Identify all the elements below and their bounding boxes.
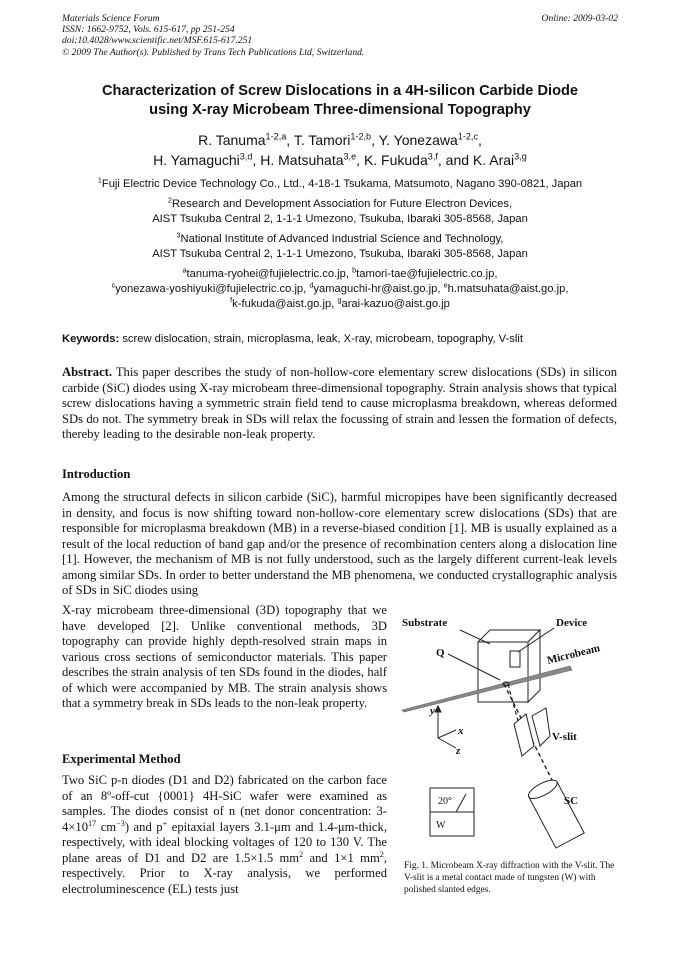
label-device: Device <box>556 617 588 629</box>
affil-text: Fuji Electric Device Technology Co., Ltd., 4-18-1 Tsukama, Matsumoto, Nagano 390-0821, Japan <box>101 178 583 190</box>
affiliation-3 <box>62 232 618 262</box>
label-substrate: Substrate <box>402 617 448 629</box>
label-axis-y: y <box>430 705 435 717</box>
author-affil-sup: 3,d <box>239 151 253 162</box>
email-link[interactable]: yamaguchi-hr@aist.go.jp <box>313 283 438 295</box>
text-run: cm <box>96 819 117 834</box>
affil-text: AIST Tsukuba Central 2, 1-1-1 Umezono, Tsukuba, Ibaraki 305-8568, Japan <box>152 248 528 260</box>
email-sup: d <box>309 280 314 290</box>
label-sc: SC <box>564 795 579 807</box>
affil-text: Research and Development Association for Future Electron Devices, <box>171 198 513 210</box>
text-run: Two SiC p-n diodes (D1 and D2) fabricated on the carbon face of an 8º-off-cut {0001} 4H-SiC wafer were examined as samples. The diodes consist of n (net donor concentration: 3-4×10 <box>62 773 387 834</box>
email-sup: a <box>182 265 187 275</box>
email-sup: e <box>443 280 448 290</box>
figure-svg <box>400 606 620 856</box>
affil-text: National Institute of Advanced Industrial Science and Technology, <box>180 233 504 245</box>
affiliation-1 <box>62 177 618 192</box>
author: R. Tanuma <box>198 132 266 148</box>
email-sup: f <box>230 295 233 305</box>
text-sup: 17 <box>88 818 97 828</box>
label-microbeam: Microbeam <box>545 642 602 667</box>
label-axis-z: z <box>456 745 461 757</box>
section-heading-experimental: Experimental Method <box>62 752 181 766</box>
x-axis <box>438 730 456 738</box>
affil-sup: 2 <box>167 195 172 205</box>
text-run: ) and p <box>124 819 163 834</box>
email-list: $^a$tanuma-ryohei@fujielectric.co.jp, $^b$tamori-tae@fujielectric.co.jp, $^c$yonezawa-yoshiyuki@fujielectric.co.jp, $^d$yamaguchi-hr@aist.go.jp, $^e$h.matsuhata@aist.go.jp, $^f$k-fukuda@aist.go.jp, $^g$arai-kazuo@aist.go.jp <box>111 265 569 310</box>
affil-text: AIST Tsukuba Central 2, 1-1-1 Umezono, Tsukuba, Ibaraki 305-8568, Japan <box>152 213 528 225</box>
doi: doi:10.4028/www.scientific.net/MSF.615-617.251 <box>62 35 253 47</box>
author-affil-sup: 3,f <box>427 151 438 162</box>
email-link[interactable]: yonezawa-yoshiyuki@fujielectric.co.jp <box>115 283 304 295</box>
issn: ISSN: 1662-9752, Vols. 615-617, pp 251-254 <box>62 24 235 36</box>
affil-sup: 1 <box>97 175 102 185</box>
figure-caption: Fig. 1. Microbeam X-ray diffraction with the V-slit. The V-slit is a metal contact made of tungsten (W) with polished slanted edges. <box>404 861 615 895</box>
title-line-2: using X-ray Microbeam Three-dimensional Topography <box>149 102 531 118</box>
author: K. Arai <box>472 152 515 168</box>
email-link[interactable]: tamori-tae@fujielectric.co.jp <box>356 268 495 280</box>
text-run: and 1×1 mm <box>303 850 380 865</box>
text-run: , respectively. Prior to X-ray analysis, we performed electroluminescence (EL) tests just <box>62 850 387 896</box>
email-sup: b <box>352 265 357 275</box>
affil-sup: 3 <box>176 230 181 240</box>
label-w: W <box>436 820 446 831</box>
device-chip <box>510 651 520 667</box>
label-angle: 20° <box>438 796 452 807</box>
text-sup: 2 <box>379 849 384 859</box>
author-affil-sup: 3,g <box>514 151 527 162</box>
title-line-1: Characterization of Screw Dislocations in a 4H-silicon Carbide Diode <box>101 83 579 99</box>
email-link[interactable]: h.matsuhata@aist.go.jp <box>447 283 566 295</box>
page-header <box>62 13 618 58</box>
text-run: epitaxial layers 3.1-μm and 1.4-μm-thick, respectively, with ideal blocking voltages of 120 to 130 V. The plane areas of D1 and D2 are 1.5×1.5 mm <box>62 819 387 865</box>
copyright: © 2009 The Author(s). Published by Trans Tech Publications Ltd, Switzerland. <box>62 46 365 58</box>
abstract <box>62 365 617 443</box>
vslit-right <box>532 708 550 746</box>
text-sup: 2 <box>299 849 304 859</box>
affiliation-2 <box>62 197 618 227</box>
keywords <box>62 333 618 345</box>
keywords-text: screw dislocation, strain, microplasma, leak, X-ray, microbeam, topography, V-slit <box>122 333 523 345</box>
email-link[interactable]: arai-kazuo@aist.go.jp <box>341 298 450 310</box>
author: Y. Yonezawa <box>378 132 458 148</box>
email-link[interactable]: k-fukuda@aist.go.jp <box>232 298 332 310</box>
author-affil-sup: 1-2,b <box>350 131 372 142</box>
figure-1-diagram <box>400 606 620 856</box>
email-link[interactable]: tanuma-ryohei@fujielectric.co.jp <box>186 268 346 280</box>
section-heading-introduction: Introduction <box>62 467 131 481</box>
email-sup: c <box>111 280 116 290</box>
keywords-label: Keywords: <box>62 333 120 345</box>
label-axis-x: x <box>458 725 464 737</box>
online-date: Online: 2009-03-02 <box>541 13 618 24</box>
journal-name: Materials Science Forum <box>62 13 160 24</box>
z-axis <box>438 738 456 748</box>
author: K. Fukuda <box>363 152 428 168</box>
intro-paragraph-column: X-ray microbeam three-dimensional (3D) topography that we have developed [2]. Unlike conventional methods, 3D topography can provide highly depth-resolved strain maps in various cross sections of semiconductor materials. This paper describes the strain analysis of ten SDs found in the diodes, half of which were accompanied by MB. The strain analysis shows that a symmetry break in SDs leads to the non-leak property. <box>62 603 387 710</box>
author-list: R. Tanuma$^{1-2,a}$, T. Tamori$^{1-2,b}$, Y. Yonezawa$^{1-2,c}$, H. Yamaguchi$^{3,d}$, H. Matsuhata$^{3,e}$, K. Fukuda$^{3,f}$, and K. Arai$^{3,g}$ <box>153 131 527 168</box>
abstract-label: Abstract. <box>62 365 113 379</box>
paper-title <box>62 82 618 120</box>
vslit-left <box>514 714 534 756</box>
email-sup: g <box>337 295 342 305</box>
sc-detector <box>526 776 584 848</box>
author: H. Yamaguchi <box>153 152 240 168</box>
text-sup: + <box>162 818 168 828</box>
label-q: Q <box>436 647 445 659</box>
author-affil-sup: 1-2,a <box>265 131 287 142</box>
author-affil-sup: 3,e <box>343 151 357 162</box>
author: T. Tamori <box>293 132 351 148</box>
label-vslit: V-slit <box>552 731 577 743</box>
author-affil-sup: 1-2,c <box>457 131 478 142</box>
intro-paragraph: Among the structural defects in silicon carbide (SiC), harmful micropipes have been significantly decreased in density, and focus is now shifting toward non-hollow-core elementary screw dislocations (SDs) that are responsible for microplasma breakdown (MB) in a reverse-biased condition [1]. MB is usually explained as a result of the local reduction of band gap and/or the presence of recombination centers along a dislocation line [1]. However, the mechanism of MB is not fully understood, such as the largely different current-leak levels among similar SDs. In order to better understand the MB phenomena, we conducted crystallographic analysis of SDs in SiC diodes using <box>62 490 617 597</box>
text-sup: −3 <box>116 818 125 828</box>
experimental-paragraph <box>62 773 387 897</box>
abstract-text: This paper describes the study of non-hollow-core elementary screw dislocations (SDs) in silicon carbide (SiC) diodes using X-ray microbeam three-dimensional topography. Strain analysis shows that typical screw dislocations having a symmetric strain field tend to cause microplasma breakdown, whereas deformed SDs do not. The symmetry break in SDs will relax the focussing of strain and lessen the formation of defects, thereby leading to the desirable non-leak property. <box>62 365 617 441</box>
y-arrowhead <box>435 706 441 712</box>
author: H. Matsuhata <box>260 152 344 168</box>
